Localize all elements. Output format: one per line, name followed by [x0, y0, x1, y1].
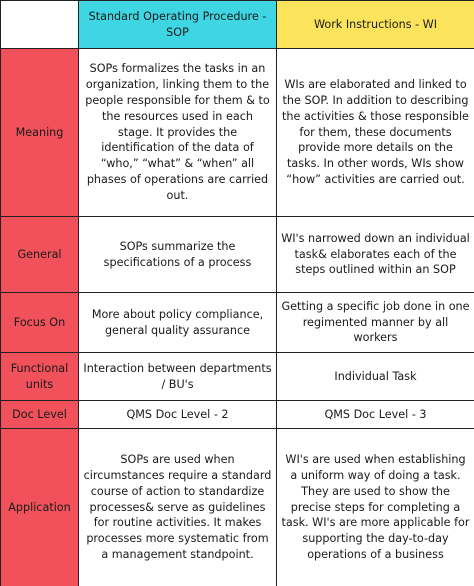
row-focus-on	[1, 293, 474, 353]
header-row	[1, 1, 474, 49]
cell-doc-level-wi: QMS Doc Level - 3	[277, 401, 474, 429]
cell-focus-on-sop: More about policy compliance, general quality assurance	[79, 293, 277, 353]
row-label-functional-units: Functional units	[1, 353, 79, 401]
cell-functional-units-wi: Individual Task	[277, 353, 474, 401]
cell-general-sop: SOPs summarize the specifications of a process	[79, 217, 277, 293]
row-label-meaning: Meaning	[1, 49, 79, 217]
row-label-focus-on: Focus On	[1, 293, 79, 353]
row-application	[1, 429, 474, 586]
row-label-doc-level: Doc Level	[1, 401, 79, 429]
row-label-application: Application	[1, 429, 79, 586]
cell-general-wi: WI's narrowed down an individual task& elaborates each of the steps outlined within an SOP	[277, 217, 474, 293]
cell-focus-on-wi: Getting a specific job done in one regimented manner by all workers	[277, 293, 474, 353]
header-wi: Work Instructions - WI	[277, 1, 474, 49]
cell-meaning-sop: SOPs formalizes the tasks in an organization, linking them to the people responsible for them & to the resources used in each stage. It provides the identification of the data of “who,” “what” & “when” all phases of operations are carried out.	[79, 49, 277, 217]
row-meaning	[1, 49, 474, 217]
cell-meaning-wi: WIs are elaborated and linked to the SOP. In addition to describing the activities & those responsible for them, these documents provide more details on the tasks. In other words, WIs show “how” activities are carried out.	[277, 49, 474, 217]
row-general	[1, 217, 474, 293]
cell-application-wi: WI's are used when establishing a uniform way of doing a task. They are used to show the precise steps for completing a task. WI's are more applicable for supporting the day-to-day operations of a business	[277, 429, 474, 586]
row-functional-units	[1, 353, 474, 401]
cell-doc-level-sop: QMS Doc Level - 2	[79, 401, 277, 429]
header-sop: Standard Operating Procedure - SOP	[79, 1, 277, 49]
cell-functional-units-sop: Interaction between departments / BU's	[79, 353, 277, 401]
header-corner	[1, 1, 79, 49]
row-label-general: General	[1, 217, 79, 293]
row-doc-level	[1, 401, 474, 429]
cell-application-sop: SOPs are used when circumstances require a standard course of action to standardize processes& serve as guidelines for routine activities. It makes processes more systematic from a management standpoint.	[79, 429, 277, 586]
